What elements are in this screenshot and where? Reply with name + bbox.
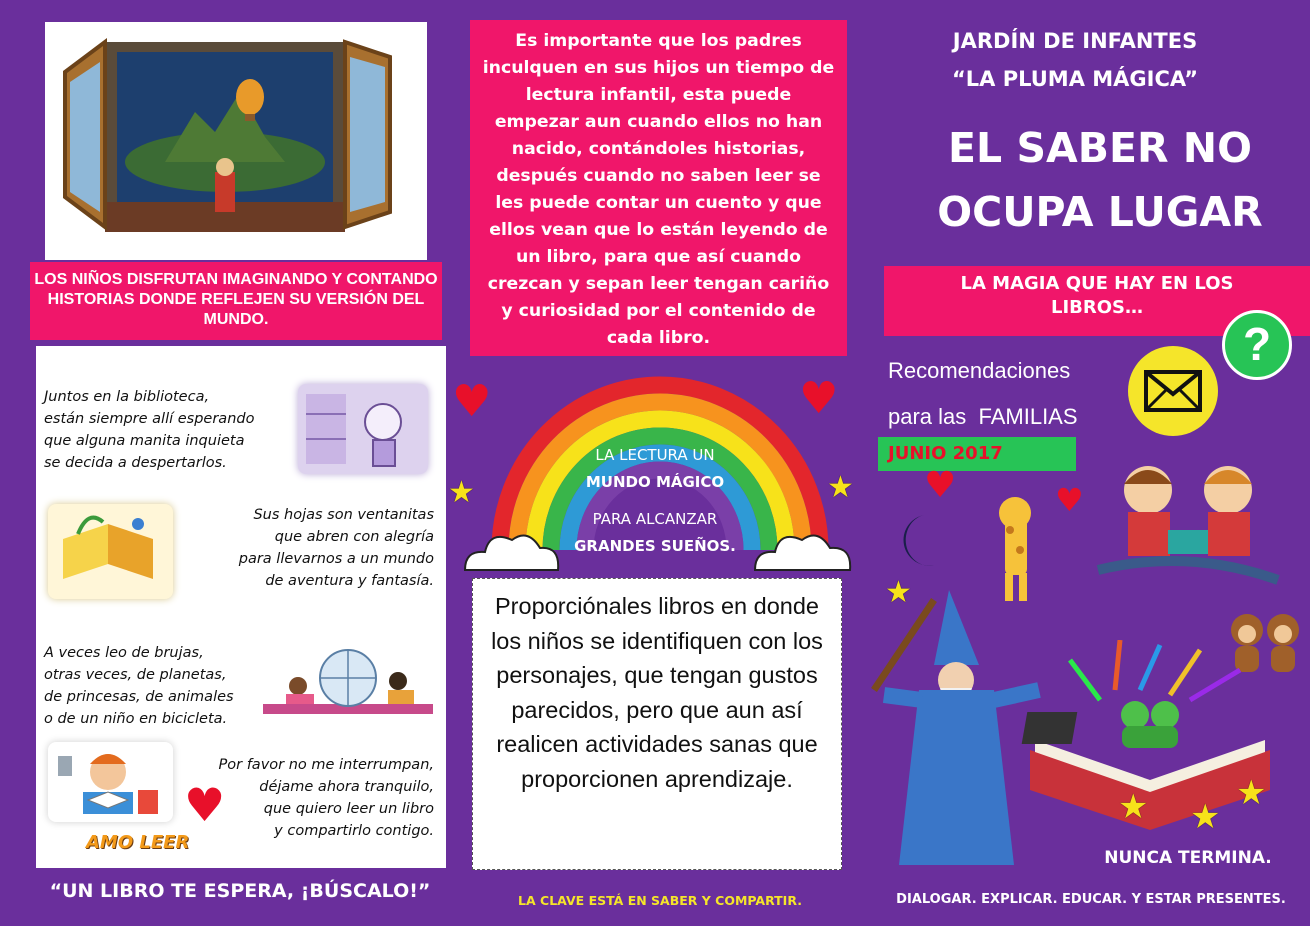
heart-icon: ♥ <box>924 465 957 506</box>
left-caption <box>30 262 442 340</box>
rainbow-line-4: GRANDES SUEÑOS. <box>574 537 736 555</box>
advice-text: Proporciónales libros en donde los niños se identifiquen con los personajes, que tengan gustos parecidos, pero que aun así realicen actividades sanas que proporcionen aprendizaje. <box>491 593 823 792</box>
rainbow-text <box>540 442 770 560</box>
poem-stanza-4: Por favor no me interrumpan, déjame ahora tranquilo, que quiero leer un libro y compartirlo contigo. <box>218 757 434 839</box>
title-line-1: EL SABER NO <box>948 124 1252 172</box>
heart-icon: ♥ <box>1055 481 1084 519</box>
right-footer-text: DIALOGAR. EXPLICAR. EDUCAR. Y ESTAR PRESENTES. <box>896 892 1286 907</box>
school-name <box>880 22 1300 98</box>
right-footer <box>876 892 1306 907</box>
heart-icon: ♥ <box>452 376 492 427</box>
advice-box <box>472 578 842 870</box>
never-ends-text: NUNCA TERMINA. <box>1104 848 1272 868</box>
moon-icon <box>894 510 944 570</box>
star-icon: ★ <box>827 470 854 505</box>
open-book-icon <box>48 504 173 599</box>
window-illustration-frame <box>45 22 427 260</box>
envelope-icon <box>1128 346 1218 436</box>
rainbow-line-3: PARA ALCANZAR <box>592 510 718 528</box>
reading-kids-icon <box>258 636 438 726</box>
left-footer <box>30 880 450 902</box>
left-caption-text: LOS NIÑOS DISFRUTAN IMAGINANDO Y CONTANDO HISTORIAS DONDE REFLEJEN SU VERSIÓN DEL MUNDO. <box>34 271 438 328</box>
question-icon <box>1222 310 1292 380</box>
child-reading-icon <box>48 742 173 822</box>
intro-text: Es importante que los padres inculquen en sus hijos un tiempo de lectura infantil, esta puede empezar aun cuando ellos no han nacido, contándoles historias, después cuando no saben leer se les puede contar un cuento y que ellos vean que lo están leyendo de un libro, para que así cuando crezcan y sepan leer tengan cariño y curiosidad por el contenido de cada libro. <box>482 31 835 348</box>
poem-stanza-1: Juntos en la biblioteca, están siempre allí esperando que alguna manita inquieta se decida a despertarlos. <box>44 389 255 471</box>
title-line-2: OCUPA LUGAR <box>937 188 1263 236</box>
library-kid-icon <box>298 384 428 474</box>
star-icon: ★ <box>448 475 475 510</box>
star-icon: ★ <box>1236 773 1267 813</box>
amo-leer-logo-text: AMO LEER <box>86 832 190 853</box>
poem-stanza-2: Sus hojas son ventanitas que abren con alegría para llevarnos a un mundo de aventura y fantasía. <box>238 507 434 589</box>
heart-icon: ♥ <box>799 373 839 424</box>
kids-reading-icon <box>1088 450 1288 600</box>
school-line-2: “LA PLUMA MÁGICA” <box>951 67 1199 91</box>
intro-box <box>470 20 847 356</box>
middle-footer-text: LA CLAVE ESTÁ EN SABER Y COMPARTIR. <box>518 893 802 908</box>
date-text: JUNIO 2017 <box>888 443 1003 464</box>
middle-footer <box>470 893 850 908</box>
star-icon: ★ <box>1118 787 1149 827</box>
window-illustration <box>45 22 427 260</box>
poem-panel <box>36 346 446 868</box>
rec-line-2: para las FAMILIAS <box>888 404 1078 429</box>
question-mark: ? <box>1242 318 1272 370</box>
magic-box-text: LA MAGIA QUE HAY EN LOS LIBROS… <box>960 273 1234 318</box>
left-footer-text: “UN LIBRO TE ESPERA, ¡BÚSCALO!” <box>49 880 431 902</box>
rec-line-1: Recomendaciones <box>888 358 1071 383</box>
rainbow-line-1: LA LECTURA UN <box>595 446 715 464</box>
star-icon: ★ <box>885 575 912 610</box>
heart-icon: ♥ <box>184 778 226 832</box>
date-badge <box>878 437 1076 471</box>
recommendations-text <box>888 348 1078 440</box>
poem-stanza-3: A veces leo de brujas, otras veces, de planetas, de princesas, de animales o de un niño en bicicleta. <box>44 645 234 727</box>
never-ends <box>1078 848 1298 868</box>
star-icon: ★ <box>1190 797 1221 837</box>
main-title <box>890 116 1310 244</box>
rainbow-line-2: MUNDO MÁGICO <box>585 473 725 491</box>
school-line-1: JARDÍN DE INFANTES <box>952 29 1198 53</box>
